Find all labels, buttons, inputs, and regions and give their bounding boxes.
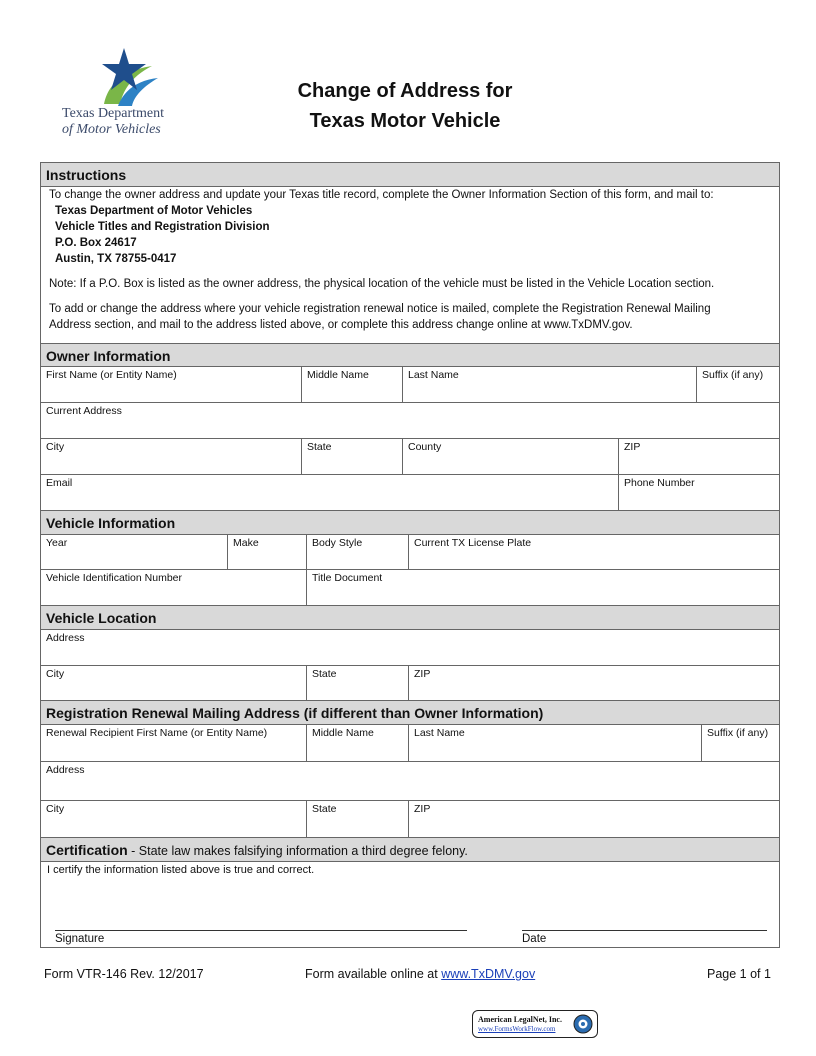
owner-first-name-field[interactable]: First Name (or Entity Name) — [41, 367, 302, 403]
owner-current-address-field[interactable]: Current Address — [41, 403, 779, 439]
globe-icon — [573, 1014, 593, 1034]
renewal-suffix-field[interactable]: Suffix (if any) — [702, 725, 779, 762]
renewal-first-name-field[interactable]: Renewal Recipient First Name (or Entity Name) — [41, 725, 307, 762]
location-state-field[interactable]: State — [307, 666, 409, 701]
vehicle-title-document-field[interactable]: Title Document — [307, 570, 779, 606]
renewal-state-field[interactable]: State — [307, 801, 409, 838]
renewal-last-name-field[interactable]: Last Name — [409, 725, 702, 762]
logo-text-line1: Texas Department — [62, 106, 165, 121]
online-prefix: Form available online at — [305, 967, 442, 981]
vehicle-vin-field[interactable]: Vehicle Identification Number — [41, 570, 307, 606]
renewal-address-field[interactable]: Address — [41, 762, 779, 801]
txdmv-link[interactable]: www.TxDMV.gov — [441, 967, 536, 981]
po-box-note: Note: If a P.O. Box is listed as the owner address, the physical location of the vehicle must be listed in the Vehicle Location section. — [49, 278, 715, 290]
form-title-line2: Texas Motor Vehicle — [309, 110, 501, 132]
mail-address-line1: Texas Department of Motor Vehicles — [55, 205, 253, 217]
owner-middle-name-field[interactable]: Middle Name — [302, 367, 403, 403]
location-zip-field[interactable]: ZIP — [409, 666, 779, 701]
renewal-mailing-heading: Registration Renewal Mailing Address (if different than Owner Information) — [41, 701, 779, 725]
instructions-intro: To change the owner address and update your Texas title record, complete the Owner Information Section of this form, and mail to: — [49, 189, 714, 201]
owner-zip-field[interactable]: ZIP — [619, 439, 779, 475]
vehicle-make-field[interactable]: Make — [228, 535, 307, 570]
mail-address-line3: P.O. Box 24617 — [55, 237, 137, 249]
owner-county-field[interactable]: County — [403, 439, 619, 475]
form-title-line1: Change of Address for — [297, 80, 513, 102]
certification-statement: I certify the information listed above is true and correct. — [47, 864, 315, 876]
badge-company-name: American LegalNet, Inc. — [478, 1015, 562, 1024]
online-availability — [305, 967, 535, 981]
mail-address-line2: Vehicle Titles and Registration Division — [55, 221, 270, 233]
vehicle-license-plate-field[interactable]: Current TX License Plate — [409, 535, 779, 570]
date-label: Date — [522, 933, 547, 945]
page-number: Page 1 of 1 — [707, 967, 771, 981]
vehicle-year-field[interactable]: Year — [41, 535, 228, 570]
renewal-middle-name-field[interactable]: Middle Name — [307, 725, 409, 762]
renewal-instruction-line2: Address section, and mail to the address listed above, or complete this address change online at www.TxDMV.gov. — [49, 319, 633, 331]
owner-email-field[interactable]: Email — [41, 475, 619, 511]
form-body — [40, 162, 780, 948]
vehicle-location-heading: Vehicle Location — [41, 606, 779, 630]
signature-label: Signature — [55, 933, 105, 945]
owner-information-heading: Owner Information — [41, 343, 779, 367]
instructions-heading: Instructions — [41, 163, 779, 187]
location-city-field[interactable]: City — [41, 666, 307, 701]
logo-text-line2: of Motor Vehicles — [62, 122, 161, 137]
signature-line[interactable] — [55, 930, 467, 931]
vehicle-information-heading: Vehicle Information — [41, 511, 779, 535]
date-line[interactable] — [522, 930, 767, 931]
renewal-city-field[interactable]: City — [41, 801, 307, 838]
badge-website: www.FormsWorkFlow.com — [478, 1025, 556, 1033]
certification-heading — [41, 838, 779, 862]
owner-suffix-field[interactable]: Suffix (if any) — [697, 367, 779, 403]
owner-phone-field[interactable]: Phone Number — [619, 475, 779, 511]
mail-address-line4: Austin, TX 78755-0417 — [55, 253, 177, 265]
owner-last-name-field[interactable]: Last Name — [403, 367, 697, 403]
owner-city-field[interactable]: City — [41, 439, 302, 475]
location-address-field[interactable]: Address — [41, 630, 779, 666]
renewal-instruction-line1: To add or change the address where your vehicle registration renewal notice is mailed, complete the Registration Renewal Mailing — [49, 303, 711, 315]
owner-state-field[interactable]: State — [302, 439, 403, 475]
vehicle-body-style-field[interactable]: Body Style — [307, 535, 409, 570]
american-legalnet-badge[interactable] — [472, 1010, 598, 1038]
certification-warning: - State law makes falsifying information a third degree felony. — [127, 844, 468, 858]
renewal-zip-field[interactable]: ZIP — [409, 801, 779, 838]
form-number: Form VTR-146 Rev. 12/2017 — [44, 967, 204, 981]
certification-title: Certification — [46, 842, 128, 858]
